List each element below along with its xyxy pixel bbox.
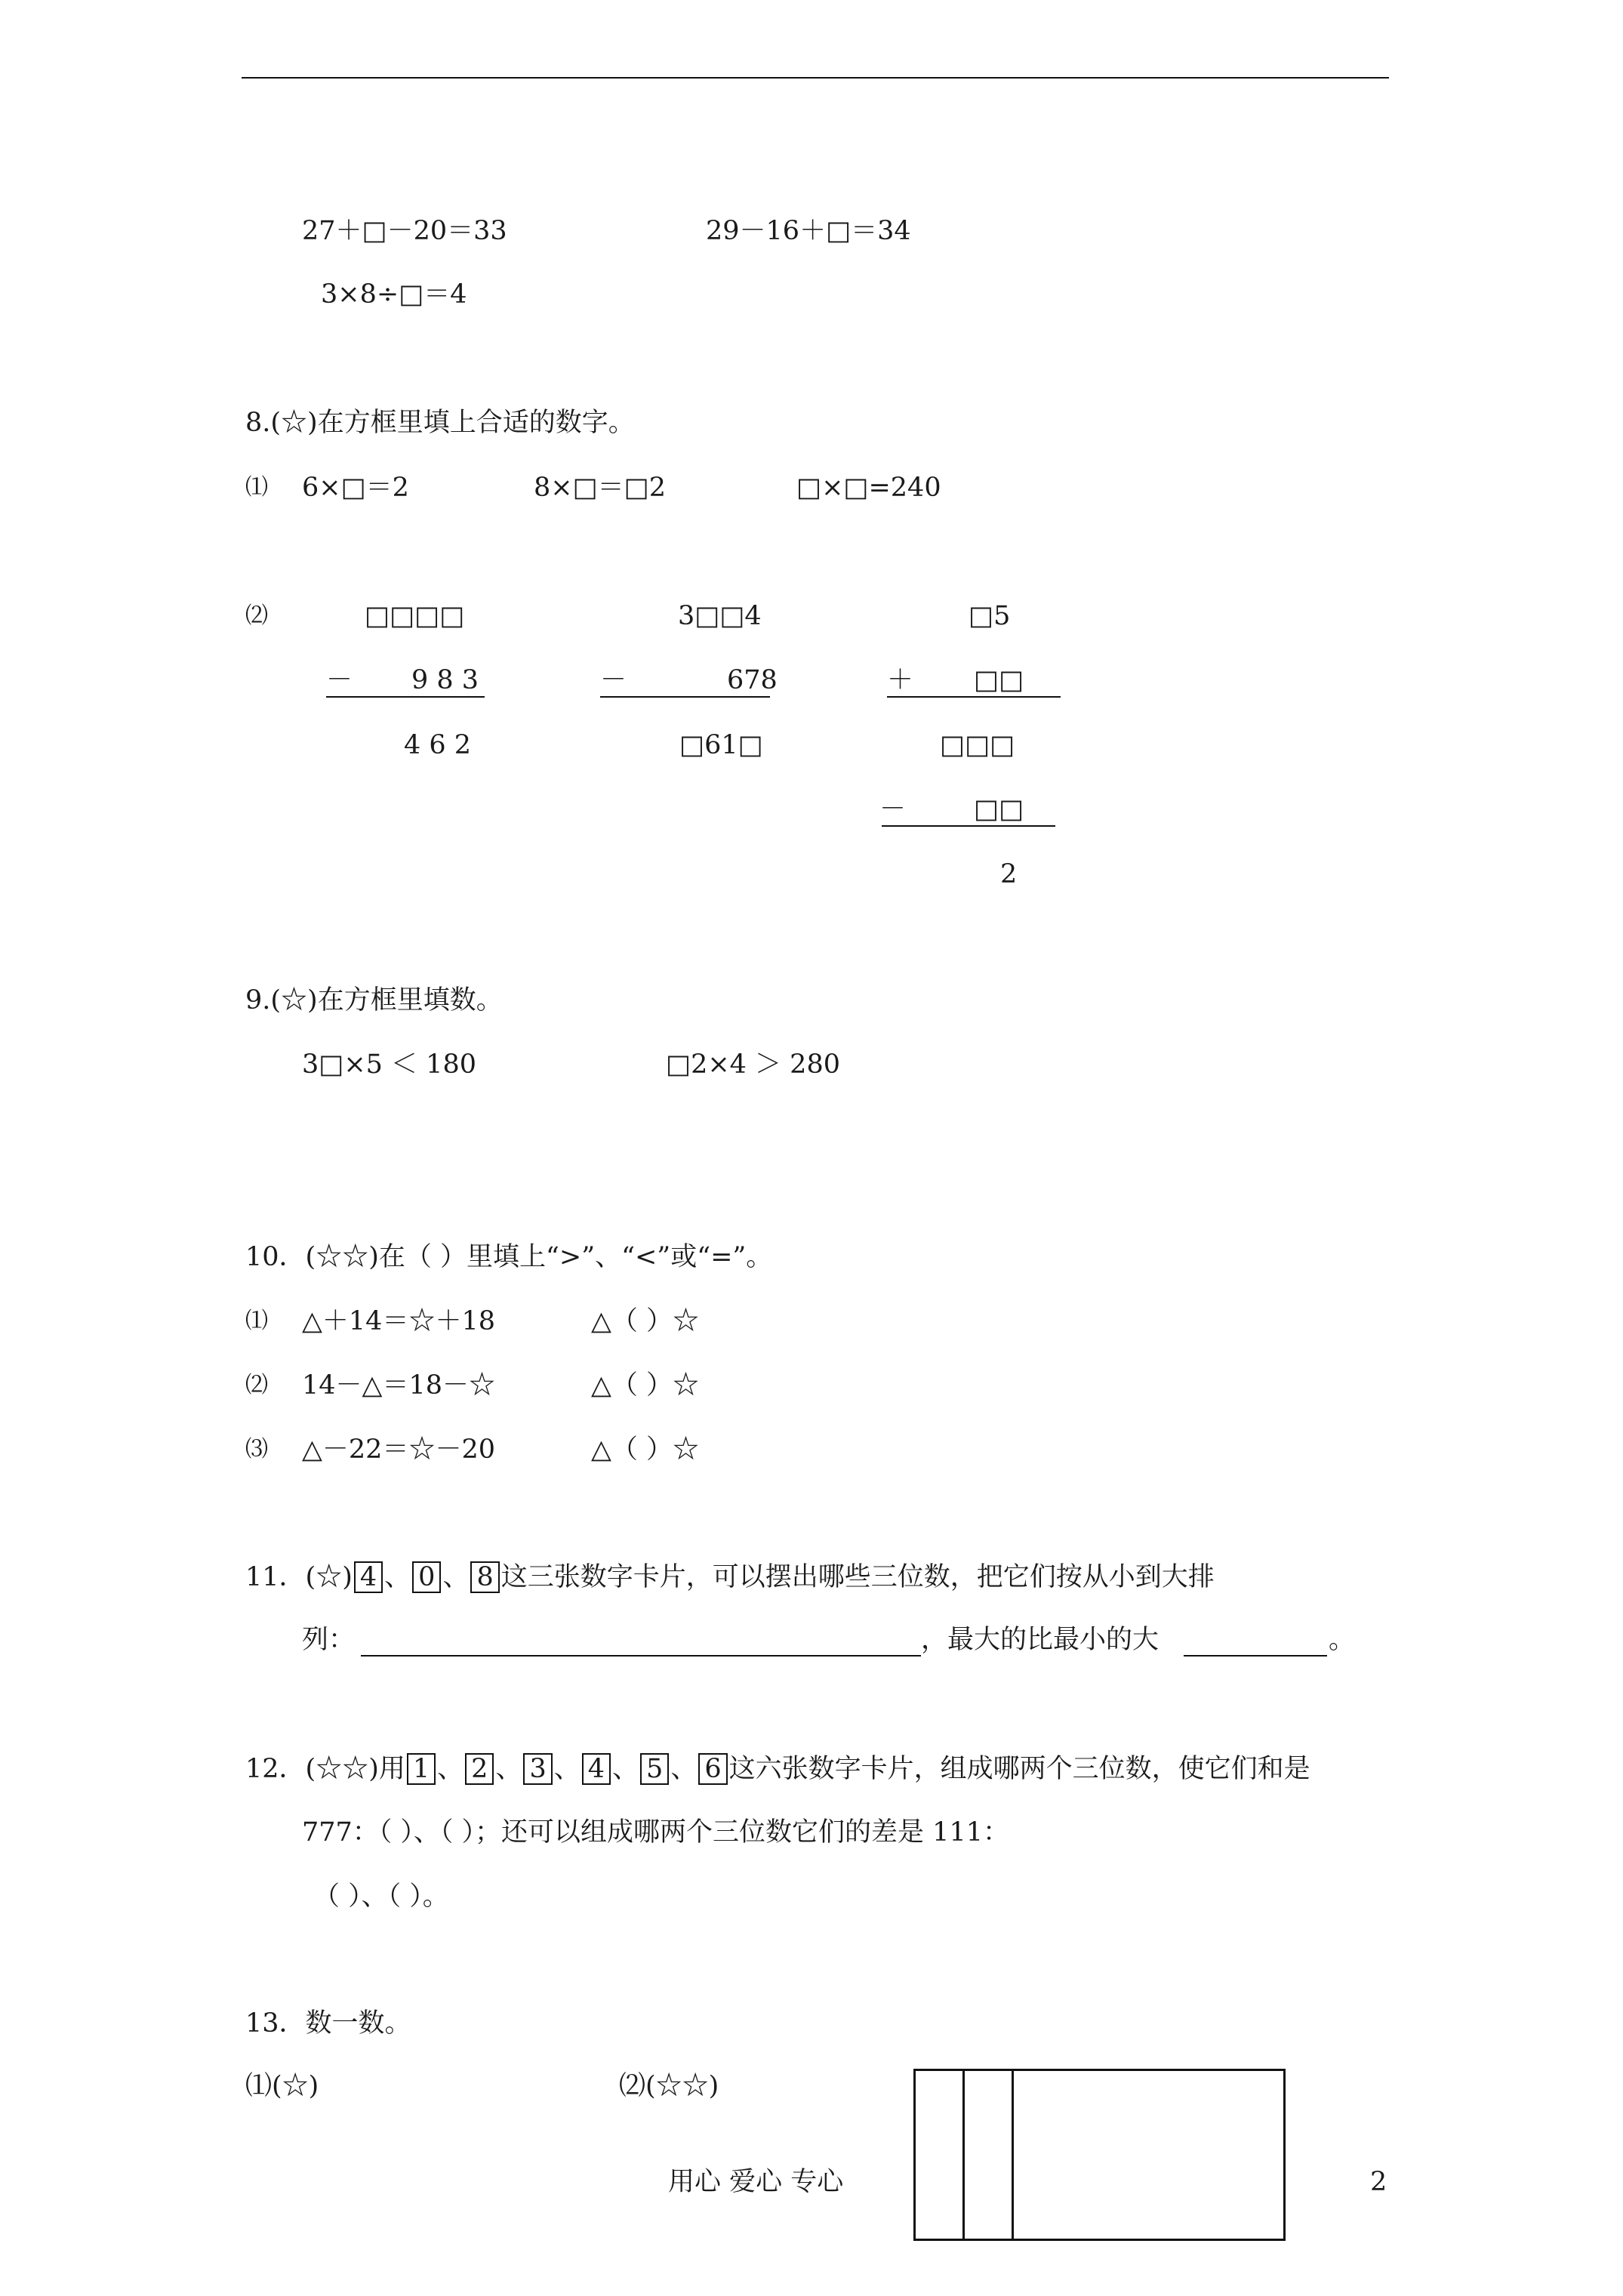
figure-divider bbox=[1012, 2069, 1014, 2241]
vertical-result: 2 bbox=[1000, 859, 1018, 889]
digit-card: 6 bbox=[698, 1753, 727, 1785]
minus-sign: － bbox=[879, 794, 907, 824]
part-label: ⑴(☆) bbox=[245, 2071, 319, 2101]
question-line: （ ）、（ ）。 bbox=[313, 1881, 449, 1912]
question-line: 777：（ ）、（ ）；还可以组成哪两个三位数它们的差是 111： bbox=[302, 1817, 1009, 1848]
question-title: 13．数一数。 bbox=[245, 2008, 411, 2039]
vertical-sub: □□ bbox=[974, 794, 1024, 824]
digit-card: 4 bbox=[354, 1561, 383, 1593]
digit-card: 1 bbox=[407, 1753, 436, 1785]
part-label: ⑵(☆☆) bbox=[619, 2071, 719, 2101]
part-label: ⑶ bbox=[245, 1436, 268, 1462]
vertical-top: □□□□ bbox=[365, 601, 465, 631]
equation: 14－△＝18－☆ bbox=[302, 1370, 495, 1401]
footer-motto: 用心 爱心 专心 bbox=[668, 2167, 844, 2197]
equation: 29－16＋□＝34 bbox=[706, 216, 911, 246]
question-title: 8.(☆)在方框里填上合适的数字。 bbox=[245, 408, 635, 438]
vertical-sub: 9 8 3 bbox=[411, 665, 479, 695]
digit-card: 2 bbox=[465, 1753, 494, 1785]
part-label: ⑵ bbox=[245, 603, 268, 629]
plus-sign: ＋ bbox=[887, 665, 914, 695]
inequality: 3□×5 ＜ 180 bbox=[302, 1049, 476, 1080]
digit-card: 4 bbox=[582, 1753, 611, 1785]
part-label: ⑴ bbox=[245, 1308, 268, 1334]
digit-card: 3 bbox=[523, 1753, 552, 1785]
equation: △＋14＝☆＋18 bbox=[302, 1306, 495, 1336]
question-line: 。 bbox=[1329, 1625, 1356, 1655]
sum-line bbox=[887, 696, 1061, 698]
vertical-top: □5 bbox=[969, 601, 1011, 631]
equation: 6×□＝2 bbox=[302, 473, 409, 503]
digit-card: 8 bbox=[470, 1561, 499, 1593]
sum-line bbox=[600, 696, 770, 698]
question-line: 12．(☆☆)用 1 、 2 、 3 、 4 、 5 、 6 这六张数字卡片，组成哪两个三位数，使它们和是 bbox=[245, 1754, 1310, 1784]
question-line: 列： bbox=[302, 1625, 356, 1655]
part-label: ⑴ bbox=[245, 474, 268, 501]
counting-figure bbox=[913, 2069, 1286, 2241]
equation: □×□=240 bbox=[796, 473, 941, 503]
vertical-add: □□ bbox=[974, 665, 1024, 695]
vertical-result: □61□ bbox=[679, 730, 763, 760]
vertical-result: 4 6 2 bbox=[404, 730, 472, 760]
header-rule bbox=[242, 77, 1389, 79]
sum-line bbox=[326, 696, 485, 698]
compare-blank: △（ ）☆ bbox=[591, 1306, 700, 1336]
vertical-top: 3□□4 bbox=[678, 601, 762, 631]
sum-line bbox=[882, 825, 1055, 827]
question-title: 9.(☆)在方框里填数。 bbox=[245, 985, 503, 1015]
equation: 27＋□－20＝33 bbox=[302, 216, 507, 246]
question-prefix: 12．(☆☆)用 bbox=[245, 1754, 405, 1784]
answer-blank bbox=[1184, 1655, 1327, 1657]
minus-sign: － bbox=[326, 665, 353, 695]
question-title: 10．(☆☆)在（ ）里填上“>”、“<”或“=”。 bbox=[245, 1242, 773, 1272]
question-line: 11．(☆) 4 、 0 、 8 这三张数字卡片，可以摆出哪些三位数，把它们按从小到大排 bbox=[245, 1562, 1215, 1592]
vertical-sub: 678 bbox=[727, 665, 778, 695]
minus-sign: － bbox=[600, 665, 627, 695]
question-prefix: 11．(☆) bbox=[245, 1562, 353, 1592]
compare-blank: △（ ）☆ bbox=[591, 1370, 700, 1401]
vertical-mid: □□□ bbox=[940, 730, 1015, 760]
figure-divider bbox=[962, 2069, 965, 2241]
digit-card: 0 bbox=[412, 1561, 441, 1593]
compare-blank: △（ ）☆ bbox=[591, 1435, 700, 1465]
equation: 3×8÷□＝4 bbox=[321, 279, 467, 310]
page-number: 2 bbox=[1370, 2167, 1387, 2197]
equation: 8×□＝□2 bbox=[534, 473, 667, 503]
inequality: □2×4 ＞ 280 bbox=[666, 1049, 840, 1080]
part-label: ⑵ bbox=[245, 1372, 268, 1398]
question-line: ，最大的比最小的大 bbox=[921, 1625, 1160, 1655]
equation: △－22＝☆－20 bbox=[302, 1435, 495, 1465]
answer-blank bbox=[361, 1655, 921, 1657]
digit-card: 5 bbox=[640, 1753, 669, 1785]
